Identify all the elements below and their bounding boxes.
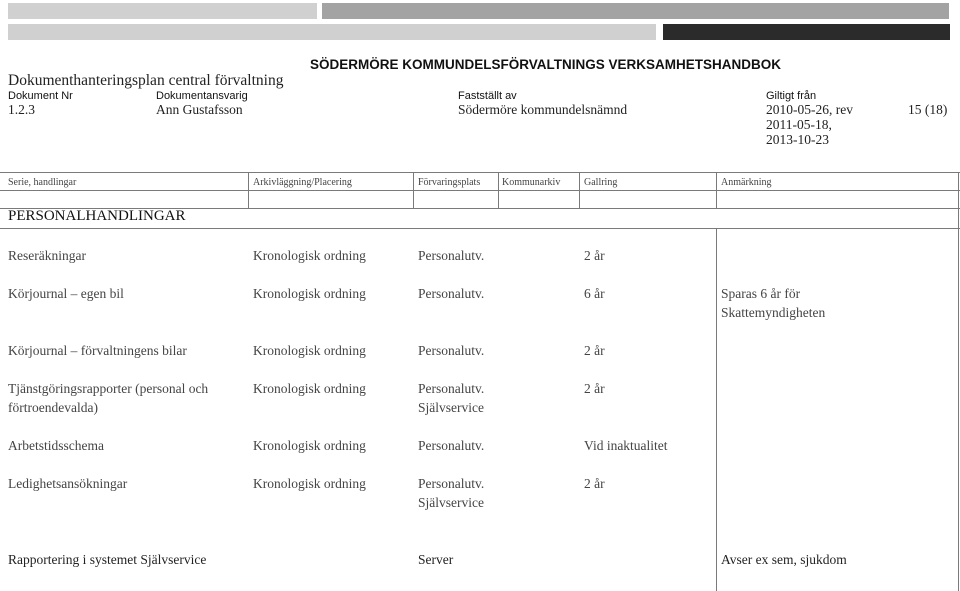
column-header-kommunarkiv: Kommunarkiv: [502, 177, 561, 188]
column-divider: [248, 172, 249, 208]
column-header-gallring: Gallring: [584, 177, 618, 188]
column-divider: [716, 172, 717, 208]
header-bar-light-right: [8, 24, 656, 40]
table-cell-serie: Reseräkningar: [8, 248, 86, 263]
table-header-bottom-border: [0, 190, 960, 191]
table-cell-arkiv: Kronologisk ordning: [253, 438, 366, 453]
column-divider: [579, 172, 580, 208]
table-cell-serie: Arbetstidsschema: [8, 438, 104, 453]
table-cell-gallring: 6 år: [584, 286, 605, 301]
table-cell-serie: Rapportering i systemet Självservice: [8, 552, 207, 567]
column-header-serie: Serie, handlingar: [8, 177, 77, 188]
table-cell-plats: Personalutv.: [418, 438, 485, 453]
table-cell-arkiv: Kronologisk ordning: [253, 343, 366, 358]
valid-from-value-2: 2011-05-18,: [766, 117, 832, 132]
responsible-value: Ann Gustafsson: [156, 102, 243, 117]
approved-by-value: Södermöre kommundelsnämnd: [458, 102, 628, 117]
column-header-plats: Förvaringsplats: [418, 177, 481, 188]
section-heading: PERSONALHANDLINGAR: [8, 208, 186, 224]
table-cell-gallring: 2 år: [584, 476, 605, 491]
table-cell-gallring: Vid inaktualitet: [584, 438, 668, 453]
doc-nr-label: Dokument Nr: [8, 90, 73, 102]
table-top-border: [0, 172, 960, 173]
column-header-anmarkning: Anmärkning: [721, 177, 772, 188]
table-cell-gallring: 2 år: [584, 381, 605, 396]
column-divider: [498, 172, 499, 208]
table-cell-plats: Personalutv. Självservice: [418, 381, 485, 415]
table-cell-arkiv: Kronologisk ordning: [253, 381, 366, 396]
header-bar-dark-right: [663, 24, 950, 40]
doc-title: Dokumenthanteringsplan central förvaltning: [8, 72, 284, 89]
section-bottom-border: [0, 228, 960, 229]
table-cell-serie: Tjänstgöringsrapporter (personal och förtroendevalda): [8, 381, 209, 415]
table-cell-arkiv: Kronologisk ordning: [253, 286, 366, 301]
table-cell-plats: Personalutv.: [418, 248, 485, 263]
valid-from-value-1: 2010-05-26, rev: [766, 102, 853, 117]
valid-from-value-3: 2013-10-23: [766, 132, 829, 147]
table-cell-serie: Ledighetsansökningar: [8, 476, 128, 491]
table-cell-plats: Server: [418, 552, 454, 567]
table-cell-plats: Personalutv.: [418, 343, 485, 358]
approved-by-label: Fastställt av: [458, 90, 517, 102]
table-cell-serie: Körjournal – förvaltningens bilar: [8, 343, 187, 358]
banner-title: SÖDERMÖRE KOMMUNDELSFÖRVALTNINGS VERKSAMHETSHANDBOK: [310, 57, 782, 72]
table-cell-anmarkning: Avser ex sem, sjukdom: [721, 552, 847, 567]
doc-nr-value: 1.2.3: [8, 102, 35, 117]
column-divider: [958, 208, 959, 591]
page-number: 15 (18): [908, 102, 948, 117]
column-divider: [716, 228, 717, 591]
header-bar-light-left: [8, 3, 317, 19]
valid-from-label: Giltigt från: [766, 90, 817, 102]
header-bar-mid-left: [322, 3, 949, 19]
responsible-label: Dokumentansvarig: [156, 90, 248, 102]
column-divider: [413, 172, 414, 208]
table-cell-gallring: 2 år: [584, 343, 605, 358]
table-cell-arkiv: Kronologisk ordning: [253, 248, 366, 263]
column-divider: [958, 172, 959, 208]
table-cell-serie: Körjournal – egen bil: [8, 286, 124, 301]
table-cell-gallring: 2 år: [584, 248, 605, 263]
table-cell-plats: Personalutv.: [418, 286, 485, 301]
column-header-arkiv: Arkivläggning/Placering: [253, 177, 352, 188]
table-cell-anmarkning: Sparas 6 år för Skattemyndigheten: [721, 286, 826, 320]
table-cell-plats: Personalutv. Självservice: [418, 476, 485, 510]
table-cell-arkiv: Kronologisk ordning: [253, 476, 366, 491]
